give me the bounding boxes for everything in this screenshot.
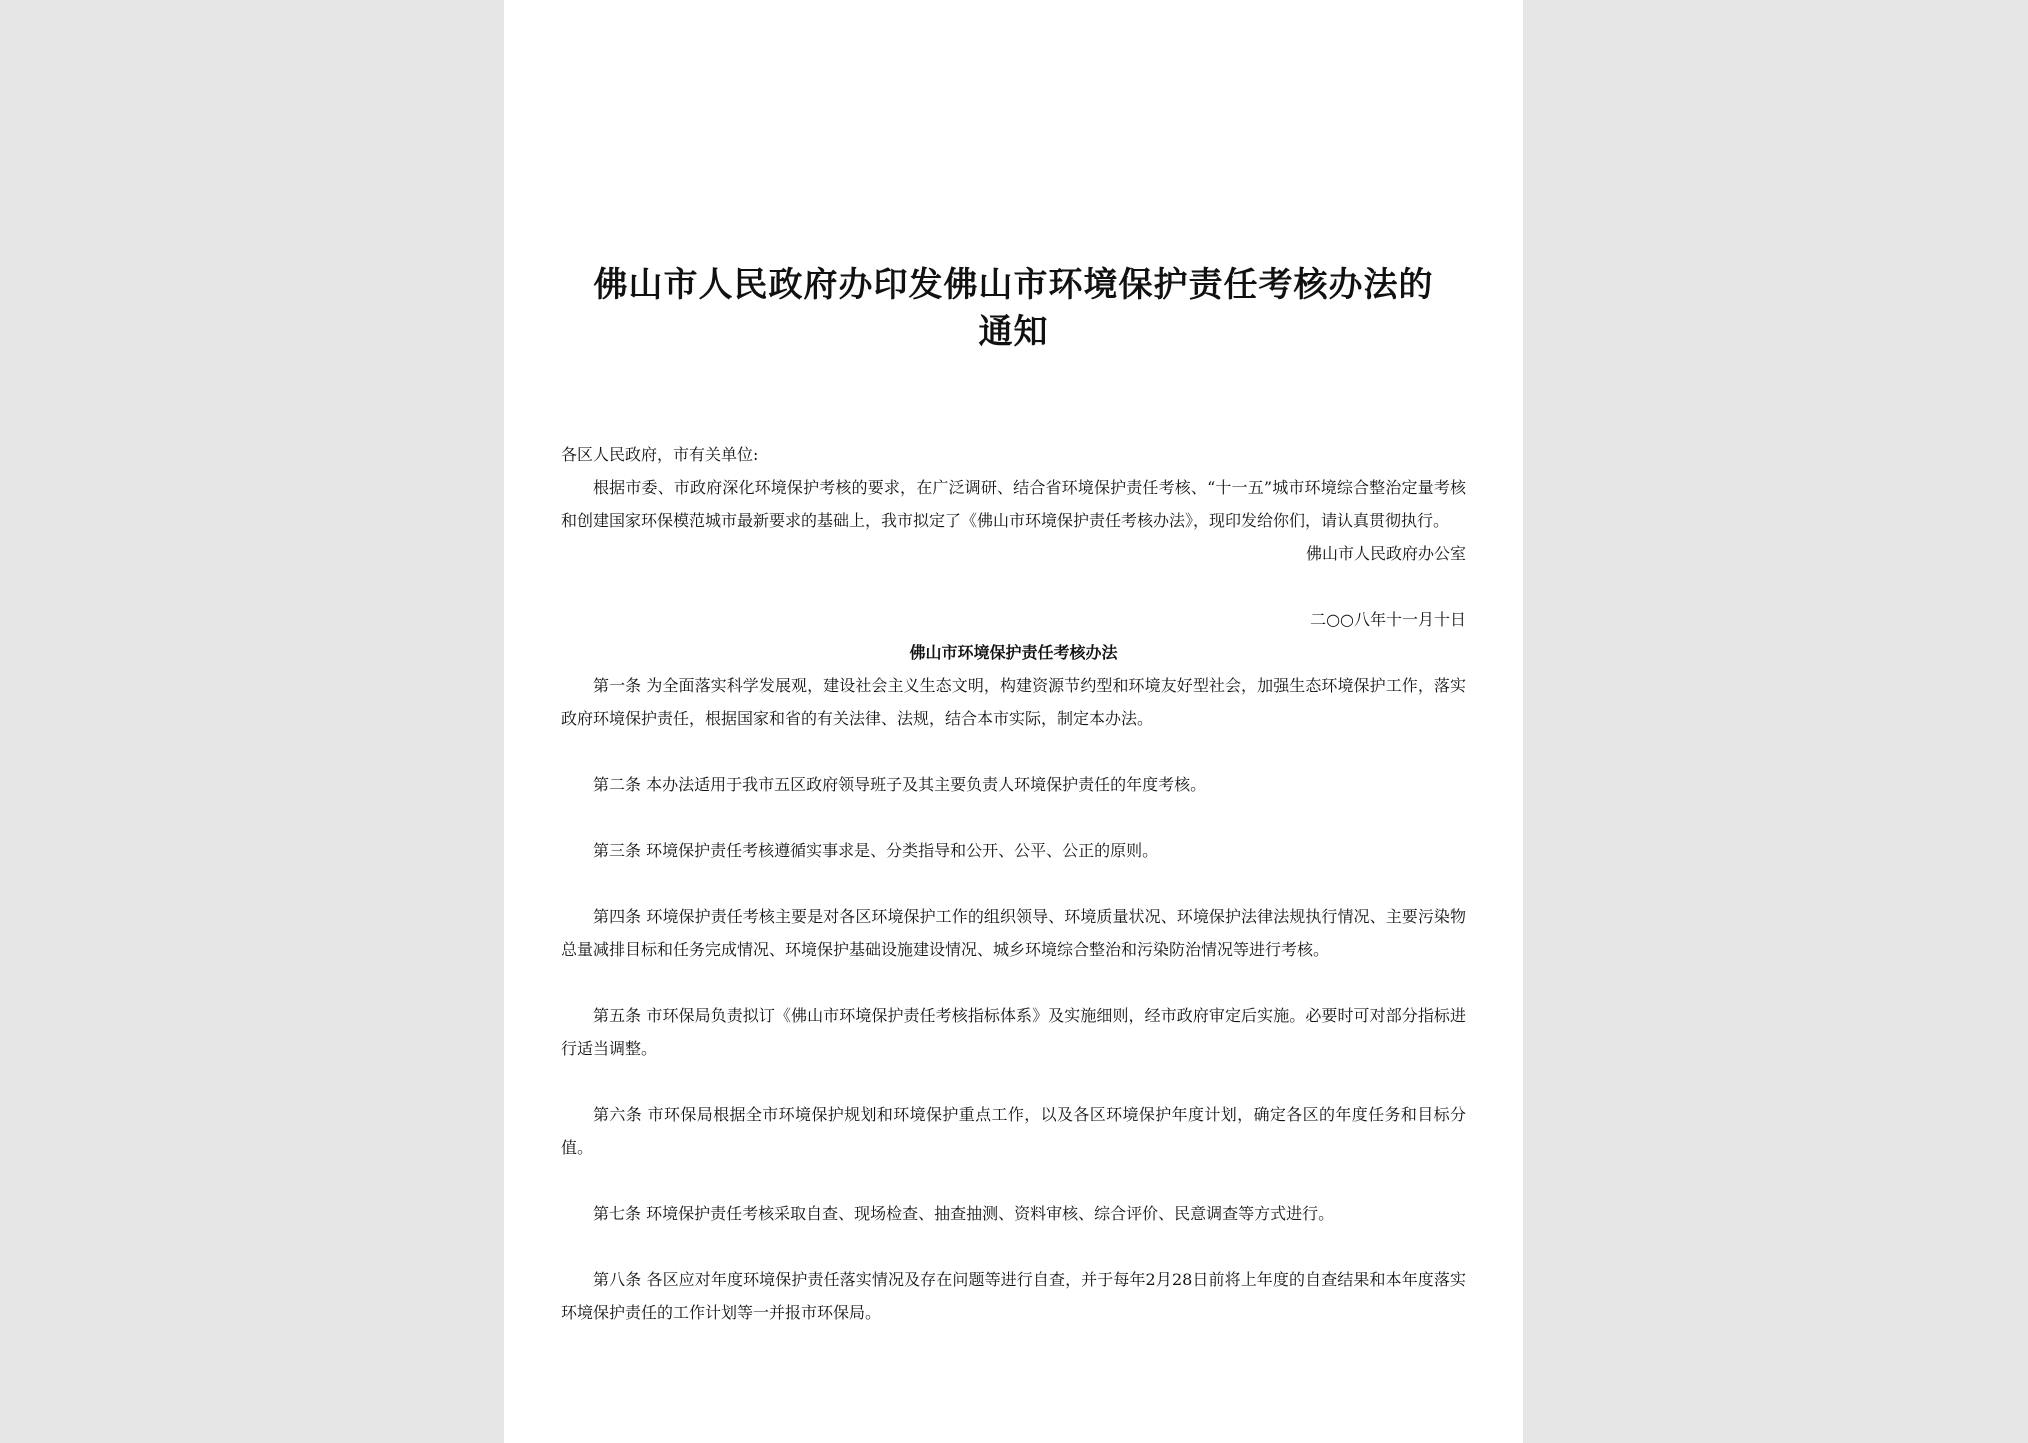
salutation: 各区人民政府，市有关单位: (561, 445, 759, 464)
signature: 佛山市人民政府办公室 (1305, 544, 1466, 563)
article-6: 第六条 市环保局根据全市环境保护规划和环境保护重点工作，以及各区环境保护年度计划，确定各区的年度任务和目标分值。 (561, 1105, 1466, 1157)
issue-date: 二○○八年十一月十日 (1310, 610, 1466, 629)
article-5: 第五条 市环保局负责拟订《佛山市环境保护责任考核指标体系》及实施细则，经市政府审定后实施。必要时可对部分指标进行适当调整。 (561, 1006, 1466, 1058)
article-2: 第二条 本办法适用于我市五区政府领导班子及其主要负责人环境保护责任的年度考核。 (593, 775, 1207, 794)
document-page (504, 0, 1523, 1443)
spacer (561, 570, 1466, 603)
article-1: 第一条 为全面落实科学发展观，建设社会主义生态文明，构建资源节约型和环境友好型社会，加强生态环境保护工作，落实政府环境保护责任，根据国家和省的有关法律、法规，结合本市实际，制定本办法。 (561, 676, 1466, 728)
document-title-line-1: 佛山市人民政府办印发佛山市环境保护责任考核办法的 (593, 265, 1434, 305)
document-body (561, 438, 1466, 1329)
document-title (561, 262, 1466, 356)
document-title-line-2: 通知 (978, 312, 1049, 352)
section-title: 佛山市环境保护责任考核办法 (909, 643, 1118, 662)
article-8: 第八条 各区应对年度环境保护责任落实情况及存在问题等进行自查，并于每年2月28日前将上年度的自查结果和本年度落实环境保护责任的工作计划等一并报市环保局。 (561, 1270, 1466, 1322)
intro-paragraph: 根据市委、市政府深化环境保护考核的要求，在广泛调研、结合省环境保护责任考核、“十一五”城市环境综合整治定量考核和创建国家环保模范城市最新要求的基础上，我市拟定了《佛山市环境保护责任考核办法》，现印发给你们，请认真贯彻执行。 (561, 478, 1466, 530)
article-3: 第三条 环境保护责任考核遵循实事求是、分类指导和公开、公平、公正的原则。 (593, 841, 1159, 860)
article-4: 第四条 环境保护责任考核主要是对各区环境保护工作的组织领导、环境质量状况、环境保护法律法规执行情况、主要污染物总量减排目标和任务完成情况、环境保护基础设施建设情况、城乡环境综合整治和污染防治情况等进行考核。 (561, 907, 1466, 959)
article-7: 第七条 环境保护责任考核采取自查、现场检查、抽查抽测、资料审核、综合评价、民意调查等方式进行。 (593, 1204, 1335, 1223)
